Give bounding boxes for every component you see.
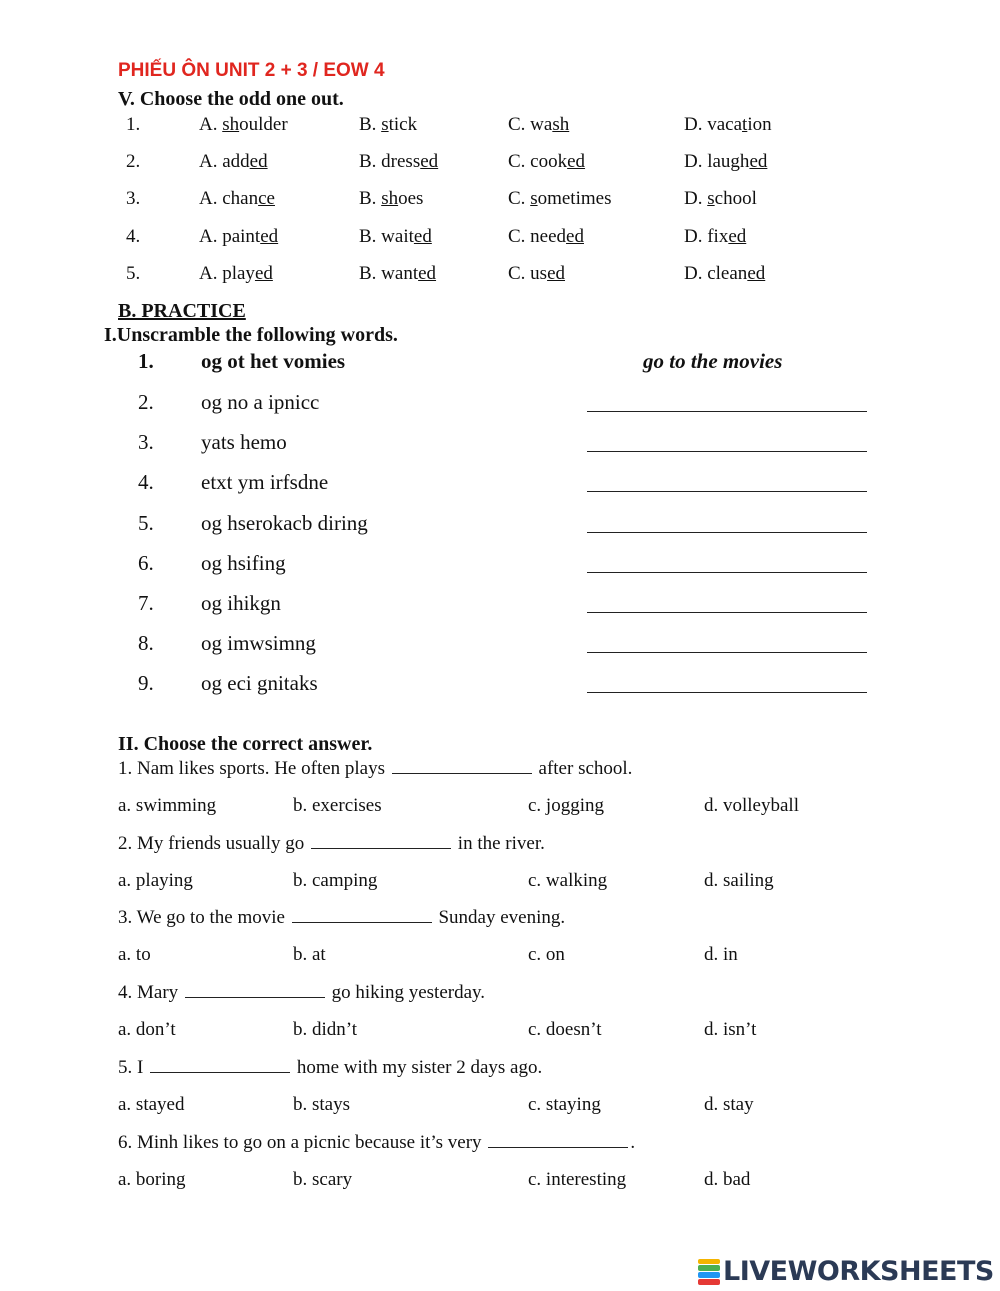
question-tail: Sunday evening. xyxy=(433,907,566,929)
odd-one-out-option xyxy=(684,188,757,210)
underlined-sound: sh xyxy=(552,114,570,135)
question-text xyxy=(118,907,565,929)
unscramble-heading: I.Unscramble the following words. xyxy=(104,324,398,346)
odd-one-out-option xyxy=(684,263,765,285)
answer-option[interactable]: a. playing xyxy=(118,869,193,891)
odd-one-out-option xyxy=(508,188,611,210)
option-text: ometimes xyxy=(537,188,612,209)
unscramble-words: og hserokacb diring xyxy=(201,510,368,535)
unscramble-number: 8. xyxy=(138,631,154,656)
section-ii-heading: II. Choose the correct answer. xyxy=(118,733,373,755)
logo-text: LIVEWORKSHEETS xyxy=(723,1256,994,1287)
answer-line[interactable] xyxy=(587,572,867,573)
question-stem: 1. Nam likes sports. He often plays xyxy=(118,758,390,779)
option-text: C. wa xyxy=(508,114,553,135)
option-text: D. fix xyxy=(684,226,729,247)
worksheet-title: PHIẾU ÔN UNIT 2 + 3 / EOW 4 xyxy=(118,60,385,81)
answer-line[interactable] xyxy=(587,411,867,412)
unscramble-number: 5. xyxy=(138,510,154,535)
question-stem: 3. We go to the movie xyxy=(118,907,290,929)
underlined-sound: ed xyxy=(547,263,566,284)
option-text: A. xyxy=(199,114,223,135)
unscramble-words: og no a ipnicc xyxy=(201,390,320,414)
option-text: C. xyxy=(508,188,531,209)
question-text xyxy=(118,1132,635,1154)
section-v-heading: V. Choose the odd one out. xyxy=(118,88,344,110)
odd-one-out-option xyxy=(684,114,772,136)
logo-bar xyxy=(698,1272,720,1278)
question-tail: in the river. xyxy=(453,832,545,854)
unscramble-words: yats hemo xyxy=(201,430,287,455)
answer-option[interactable]: c. staying xyxy=(528,1093,601,1115)
odd-one-out-option xyxy=(359,188,423,210)
odd-one-out-option xyxy=(508,114,569,136)
option-text: D. vaca xyxy=(684,114,743,135)
underlined-sound: ed xyxy=(418,263,437,284)
underlined-sound: ed xyxy=(254,263,273,284)
underlined-sound: ed xyxy=(260,226,279,247)
option-text: B. dress xyxy=(359,151,421,172)
answer-option[interactable]: b. scary xyxy=(293,1168,353,1190)
answer-option[interactable]: d. sailing xyxy=(704,869,774,891)
odd-one-out-option xyxy=(508,226,584,248)
option-text: A. chan xyxy=(199,188,259,209)
answer-option[interactable]: b. didn’t xyxy=(293,1019,358,1041)
answer-blank[interactable] xyxy=(292,908,432,923)
underlined-sound: sh xyxy=(222,114,240,135)
underlined-sound: s xyxy=(707,188,715,209)
odd-one-out-number: 4. xyxy=(126,226,141,247)
answer-option[interactable]: c. jogging xyxy=(528,795,604,816)
answer-option[interactable]: c. on xyxy=(528,944,565,966)
answer-option[interactable]: a. don’t xyxy=(118,1019,176,1041)
option-text: A. add xyxy=(199,151,250,172)
underlined-sound: ed xyxy=(728,226,747,247)
option-text: ion xyxy=(747,114,772,135)
answer-option[interactable]: c. doesn’t xyxy=(528,1019,602,1041)
option-text: C. need xyxy=(508,226,567,247)
logo-bar xyxy=(698,1265,720,1271)
answer-blank[interactable] xyxy=(488,1133,628,1148)
odd-one-out-option xyxy=(199,114,288,136)
underlined-sound: ed xyxy=(567,151,586,172)
option-text: B. wait xyxy=(359,226,414,247)
underlined-sound: ed xyxy=(413,226,432,247)
answer-line[interactable] xyxy=(587,532,867,533)
question-tail: after school. xyxy=(533,758,633,779)
underlined-sound: ed xyxy=(420,151,439,172)
answer-option[interactable]: b. exercises xyxy=(293,795,382,816)
answer-line[interactable] xyxy=(587,692,867,693)
option-text: A. paint xyxy=(199,226,261,247)
option-text: oulder xyxy=(239,114,288,135)
answer-option[interactable]: a. boring xyxy=(118,1168,186,1190)
question-stem: 4. Mary xyxy=(118,982,183,1004)
question-stem: 6. Minh likes to go on a picnic because it’s very xyxy=(118,1131,487,1153)
answer-option[interactable]: b. camping xyxy=(293,869,378,891)
unscramble-words: og hsifing xyxy=(201,550,286,575)
option-text: D. clean xyxy=(684,263,748,284)
odd-one-out-option xyxy=(359,226,432,248)
unscramble-words: og eci gnitaks xyxy=(201,671,318,696)
underlined-sound: ed xyxy=(747,263,766,284)
answer-option[interactable]: d. stay xyxy=(704,1093,754,1115)
answer-option[interactable]: d. isn’t xyxy=(704,1019,757,1041)
unscramble-example-answer: go to the movies xyxy=(643,349,783,373)
option-text: oes xyxy=(398,188,424,209)
option-text: B. xyxy=(359,114,382,135)
answer-option[interactable]: d. bad xyxy=(704,1168,751,1190)
option-text: tick xyxy=(388,114,418,135)
underlined-sound: ce xyxy=(258,188,275,209)
odd-one-out-number: 1. xyxy=(126,114,141,135)
answer-line[interactable] xyxy=(587,451,867,452)
option-text: A. play xyxy=(199,263,255,284)
question-stem: 2. My friends usually go xyxy=(118,832,310,854)
answer-option[interactable]: a. to xyxy=(118,944,151,966)
odd-one-out-option xyxy=(359,263,436,285)
liveworksheets-logo xyxy=(698,1256,994,1287)
option-text: chool xyxy=(714,188,757,209)
answer-line[interactable] xyxy=(587,612,867,613)
odd-one-out-option xyxy=(359,151,438,173)
option-text: B. want xyxy=(359,263,419,284)
unscramble-number: 3. xyxy=(138,430,154,455)
answer-line[interactable] xyxy=(587,491,867,492)
option-text: C. cook xyxy=(508,151,568,172)
logo-bar xyxy=(698,1279,720,1285)
question-tail: go hiking yesterday. xyxy=(326,982,486,1004)
answer-line[interactable] xyxy=(587,652,867,653)
underlined-sound: ed xyxy=(566,226,584,247)
question-text xyxy=(118,758,632,780)
unscramble-number: 2. xyxy=(138,390,154,414)
underlined-sound: ed xyxy=(749,151,768,172)
underlined-sound: s xyxy=(530,188,538,209)
answer-blank[interactable] xyxy=(150,1058,290,1073)
question-stem: 5. I xyxy=(118,1056,149,1078)
odd-one-out-option xyxy=(199,188,275,210)
odd-one-out-option xyxy=(359,114,417,136)
answer-option[interactable]: b. at xyxy=(293,944,326,966)
odd-one-out-option xyxy=(508,263,565,285)
answer-blank[interactable] xyxy=(311,834,451,849)
answer-option[interactable]: a. swimming xyxy=(118,795,217,816)
underlined-sound: s xyxy=(381,114,389,135)
odd-one-out-option xyxy=(199,151,268,173)
option-text: C. us xyxy=(508,263,548,284)
unscramble-number: 6. xyxy=(138,550,154,575)
odd-one-out-number: 2. xyxy=(126,151,141,172)
odd-one-out-option xyxy=(684,226,746,248)
unscramble-example-number: 1. xyxy=(138,349,154,373)
underlined-sound: ed xyxy=(249,151,268,172)
unscramble-words: etxt ym irfsdne xyxy=(201,470,329,495)
answer-option[interactable]: c. interesting xyxy=(528,1168,627,1190)
answer-blank[interactable] xyxy=(185,983,325,998)
unscramble-number: 9. xyxy=(138,671,154,696)
answer-blank[interactable] xyxy=(392,759,532,774)
unscramble-example-words: og ot het vomies xyxy=(201,349,346,373)
underlined-sound: sh xyxy=(381,188,399,209)
answer-option[interactable]: d. volleyball xyxy=(704,795,799,816)
answer-option[interactable]: a. stayed xyxy=(118,1093,185,1115)
unscramble-words: og ihikgn xyxy=(201,591,281,615)
odd-one-out-option xyxy=(508,151,585,173)
unscramble-number: 7. xyxy=(138,591,154,615)
underlined-sound: t xyxy=(742,114,748,135)
question-text xyxy=(118,982,485,1004)
odd-one-out-number: 5. xyxy=(126,263,141,284)
answer-option[interactable]: b. stays xyxy=(293,1093,350,1115)
odd-one-out-option xyxy=(199,226,278,248)
section-b-heading: B. PRACTICE xyxy=(118,300,246,322)
odd-one-out-option xyxy=(684,151,767,173)
option-text: B. xyxy=(359,188,382,209)
question-tail: home with my sister 2 days ago. xyxy=(292,1056,543,1078)
unscramble-words: og imwsimng xyxy=(201,631,316,656)
question-text xyxy=(118,833,545,855)
logo-mark-icon xyxy=(698,1259,720,1285)
question-text xyxy=(118,1057,542,1079)
option-text: D. xyxy=(684,188,708,209)
question-tail: . xyxy=(630,1131,636,1153)
answer-option[interactable]: c. walking xyxy=(528,869,608,891)
odd-one-out-number: 3. xyxy=(126,188,141,209)
option-text: D. laugh xyxy=(684,151,750,172)
answer-option[interactable]: d. in xyxy=(704,944,738,966)
odd-one-out-option xyxy=(199,263,273,285)
unscramble-number: 4. xyxy=(138,470,154,495)
logo-bar xyxy=(698,1259,720,1265)
